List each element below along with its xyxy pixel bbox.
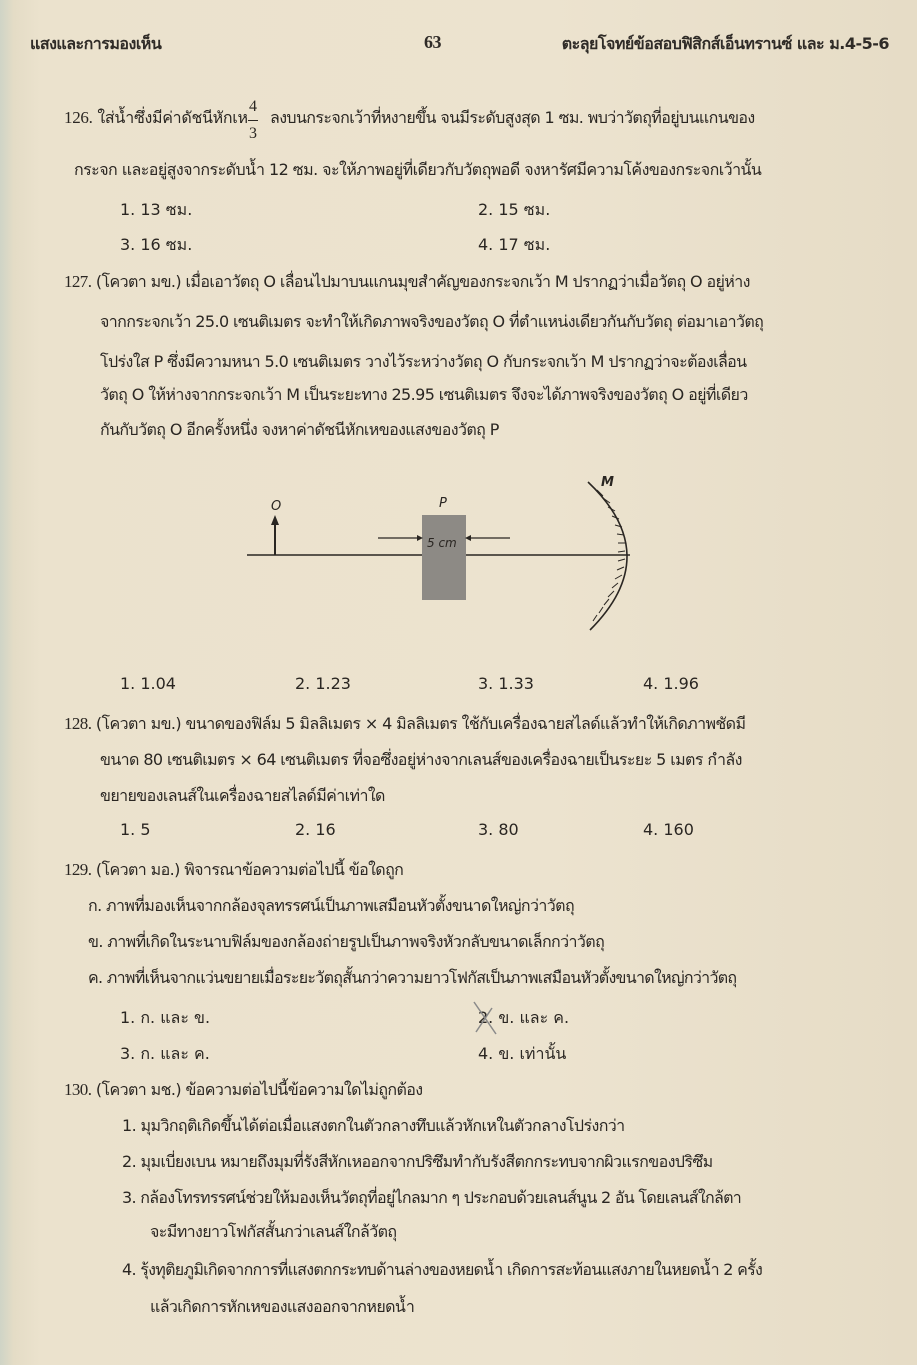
question-number: 127. bbox=[64, 272, 92, 291]
q129-statement-kho: ข. ภาพที่เกิดในระนาบฟิล์มของกล้องถ่ายรูปเป็นภาพจริงหัวกลับขนาดเล็กกว่าวัตถุ bbox=[88, 932, 605, 951]
q128-option-2: 2. 16 bbox=[295, 820, 336, 839]
question-text: ใส่น้ำซึ่งมีค่าดัชนีหักเห bbox=[97, 108, 248, 127]
question-126-line-1b: ลงบนกระจกเว้าที่หงายขึ้น จนมีระดับสูงสุด 1 ซม. พบว่าวัตถุที่อยู่บนแกนของ bbox=[270, 108, 755, 127]
question-text: (โควตา มอ.) พิจารณาข้อความต่อไปนี้ ข้อใดถูก bbox=[95, 860, 404, 879]
q130-option-3-cont: จะมีทางยาวโฟกัสสั้นกว่าเลนส์ใกล้วัตถุ bbox=[150, 1222, 397, 1241]
q130-option-2: 2. มุมเบี่ยงเบน หมายถึงมุมที่รังสีหักเหออกจากปริซึมทำกับรังสีตกกระทบจากผิวแรกของปริซึม bbox=[122, 1152, 713, 1171]
q129-statement-kho-khwai: ค. ภาพที่เห็นจากแว่นขยายเมื่อระยะวัตถุสั้นกว่าความยาวโฟกัสเป็นภาพเสมือนหัวตั้งขนาดใหญ่กว่าวัตถุ bbox=[88, 968, 737, 987]
question-127-line-1 bbox=[64, 270, 750, 295]
q129-statement-ka: ก. ภาพที่มองเห็นจากกล้องจุลทรรศน์เป็นภาพเสมือนหัวตั้งขนาดใหญ่กว่าวัตถุ bbox=[88, 896, 575, 915]
q126-option-4: 4. 17 ซม. bbox=[478, 235, 551, 254]
thickness-label: 5 cm bbox=[427, 536, 457, 550]
question-127-line-4: วัตถุ O ให้ห่างจากกระจกเว้า M เป็นระยะทาง 25.95 เซนติเมตร จึงจะได้ภาพจริงของวัตถุ O อยู่ที่เดียว bbox=[100, 385, 748, 404]
question-127-line-3: โปร่งใส P ซึ่งมีความหนา 5.0 เซนติเมตร วางไว้ระหว่างวัตถุ O กับกระจกเว้า M ปรากฏว่าจะต้องเลื่อน bbox=[100, 352, 747, 371]
page-number: 63 bbox=[424, 32, 441, 52]
question-number: 130. bbox=[64, 1080, 92, 1099]
q130-option-4: 4. รุ้งทุติยภูมิเกิดจากการที่แสงตกกระทบด้านล่างของหยดน้ำ เกิดการสะท้อนแสงภายในหยดน้ำ 2 ครั้ง bbox=[122, 1260, 763, 1279]
slab-label: P bbox=[439, 496, 447, 511]
q129-option-1: 1. ก. และ ข. bbox=[120, 1008, 211, 1027]
question-127-line-2: จากกระจกเว้า 25.0 เซนติเมตร จะทำให้เกิดภาพจริงของวัตถุ O ที่ตำแหน่งเดียวกันกับวัตถุ ต่อมาเอาวัตถุ bbox=[100, 312, 764, 331]
question-128-line-2: ขนาด 80 เซนติเมตร × 64 เซนติเมตร ที่จอซึ่งอยู่ห่างจากเลนส์ของเครื่องฉายเป็นระยะ 5 เมตร กำลัง bbox=[100, 750, 742, 769]
q128-option-1: 1. 5 bbox=[120, 820, 151, 839]
book-title: ตะลุยโจทย์ข้อสอบฟิสิกส์เอ็นทรานซ์ และ ม.4-5-6 bbox=[561, 34, 889, 53]
q130-option-3: 3. กล้องโทรทรรศน์ช่วยให้มองเห็นวัตถุที่อยู่ไกลมาก ๆ ประกอบด้วยเลนส์นูน 2 อัน โดยเลนส์ใกล้ตา bbox=[122, 1188, 742, 1207]
fraction-4-3 bbox=[246, 98, 260, 143]
fraction-denominator: 3 bbox=[249, 125, 257, 142]
q130-option-1: 1. มุมวิกฤติเกิดขึ้นได้ต่อเมื่อแสงตกในตัวกลางทึบแล้วหักเหในตัวกลางโปร่งกว่า bbox=[122, 1116, 625, 1135]
q127-option-3: 3. 1.33 bbox=[478, 674, 534, 693]
question-126-line-2: กระจก และอยู่สูงจากระดับน้ำ 12 ซม. จะให้ภาพอยู่ที่เดียวกับวัตถุพอดี จงหารัศมีความโค้งของกระจกเว้านั้น bbox=[74, 160, 762, 179]
object-label: O bbox=[271, 499, 282, 514]
q128-option-3: 3. 80 bbox=[478, 820, 519, 839]
fraction-numerator: 4 bbox=[249, 98, 257, 115]
question-number: 129. bbox=[64, 860, 92, 879]
concave-mirror-icon bbox=[588, 482, 627, 630]
q130-option-4-cont: แล้วเกิดการหักเหของแสงออกจากหยดน้ำ bbox=[150, 1297, 415, 1316]
pencil-cross-mark-icon bbox=[470, 1000, 500, 1036]
q129-option-2: 2. ข. และ ค. bbox=[478, 1008, 570, 1027]
q129-option-3: 3. ก. และ ค. bbox=[120, 1044, 210, 1063]
fraction-bar bbox=[248, 120, 258, 121]
question-127-line-5: กันกับวัตถุ O อีกครั้งหนึ่ง จงหาค่าดัชนีหักเหของแสงของวัตถุ P bbox=[100, 420, 499, 439]
question-128-line-3: ขยายของเลนส์ในเครื่องฉายสไลด์มีค่าเท่าใด bbox=[100, 786, 385, 805]
q129-option-4: 4. ข. เท่านั้น bbox=[478, 1044, 567, 1063]
q127-option-1: 1. 1.04 bbox=[120, 674, 176, 693]
question-number: 126. bbox=[64, 108, 93, 127]
q126-option-3: 3. 16 ซม. bbox=[120, 235, 193, 254]
question-126-line-1 bbox=[64, 106, 248, 131]
q127-option-4: 4. 1.96 bbox=[643, 674, 699, 693]
question-number: 128. bbox=[64, 714, 92, 733]
q126-option-1: 1. 13 ซม. bbox=[120, 200, 193, 219]
optics-diagram bbox=[245, 470, 645, 650]
question-130-line-1 bbox=[64, 1078, 423, 1103]
chapter-title: แสงและการมองเห็น bbox=[30, 34, 162, 53]
question-129-line-1 bbox=[64, 858, 403, 883]
q128-option-4: 4. 160 bbox=[643, 820, 694, 839]
object-arrow-icon bbox=[271, 515, 279, 555]
question-text: (โควตา มช.) ข้อความต่อไปนี้ข้อความใดไม่ถูกต้อง bbox=[95, 1080, 423, 1099]
question-text: (โควตา มข.) ขนาดของฟิล์ม 5 มิลลิเมตร × 4 มิลลิเมตร ใช้กับเครื่องฉายสไลด์แล้วทำให้เกิดภาพชัดมี bbox=[95, 714, 746, 733]
transparent-slab bbox=[422, 515, 466, 600]
mirror-label: M bbox=[601, 475, 614, 490]
question-128-line-1 bbox=[64, 712, 745, 737]
q127-option-2: 2. 1.23 bbox=[295, 674, 351, 693]
question-text: (โควตา มข.) เมื่อเอาวัตถุ O เลื่อนไปมาบนแกนมุขสำคัญของกระจกเว้า M ปรากฏว่าเมื่อวัตถุ O อยู่ห่าง bbox=[95, 272, 750, 291]
q126-option-2: 2. 15 ซม. bbox=[478, 200, 551, 219]
